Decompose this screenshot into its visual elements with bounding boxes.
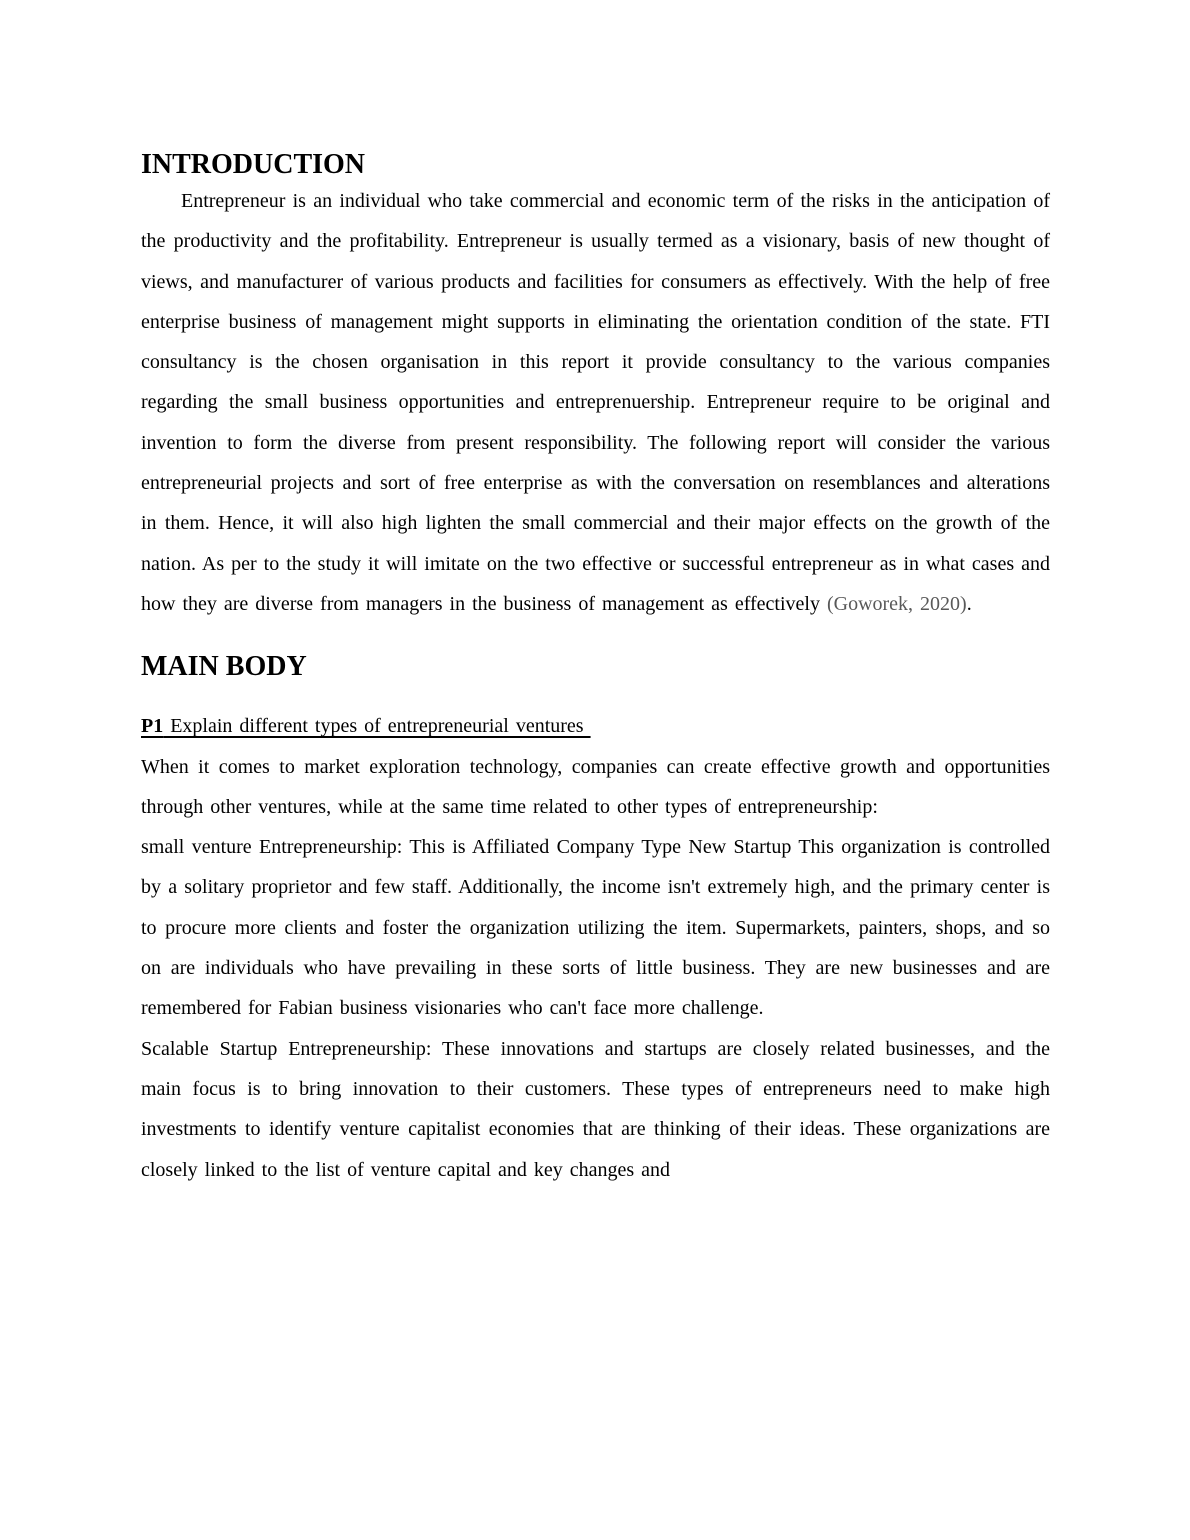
p1-label: P1 <box>141 715 164 738</box>
page-content <box>141 148 1050 1190</box>
paragraph-scalable-startup: Scalable Startup Entrepreneurship: These innovations and startups are closely related businesses, and the main focus is to bring innovation to their customers. These types of entrepreneurs need to make high investments to identify venture capitalist economies that are thinking of their ideas. These organizations are closely linked to the list of venture capital and key changes and <box>141 1037 1050 1181</box>
p1-title: Explain different types of entrepreneurial ventures <box>163 715 591 738</box>
paragraph-small-venture: small venture Entrepreneurship: This is Affiliated Company Type New Startup This organization is controlled by a solitary proprietor and few staff. Additionally, the income isn't extremely high, and the primary center is to procure more clients and foster the organization utilizing the item. Supermarkets, painters, shops, and so on are individuals who have prevailing in these sorts of little business. They are new businesses and are remembered for Fabian business visionaries who can't face more challenge. <box>141 836 1050 1020</box>
citation-goworek-2020: (Goworek, 2020) <box>826 592 967 615</box>
intro-paragraph <box>141 181 1050 624</box>
section-heading-main-body: MAIN BODY <box>141 651 307 683</box>
subsection-heading-p1 <box>141 706 1050 746</box>
paragraph-ventures-intro: When it comes to market exploration technology, companies can create effective growth and opportunities through other ventures, while at the same time related to other types of entrepreneurship: <box>141 755 1050 818</box>
intro-paragraph-text: Entrepreneur is an individual who take commercial and economic term of the risks in the anticipation of the productivity and the profitability. Entrepreneur is usually termed as a visionary, basis of new thought of views, and manufacturer of various products and facilities for consumers as effectively. With the help of free enterprise business of management might supports in eliminating the orientation condition of the state. FTI consultancy is the chosen organisation in this report it provide consultancy to the various companies regarding the small business opportunities and entreprenuership. Entrepreneur require to be original and invention to form the diverse from present responsibility. The following report will consider the various entrepreneurial projects and sort of free enterprise as with the conversation on resemblances and alterations in them. Hence, it will also high lighten the small commercial and their major effects on the growth of the nation. As per to the study it will imitate on the two effective or successful entrepreneur as in what cases and how they are diverse from managers in the business of management as effectively <box>141 190 1050 615</box>
citation-period: . <box>966 592 972 615</box>
section-heading-introduction: INTRODUCTION <box>141 149 366 180</box>
